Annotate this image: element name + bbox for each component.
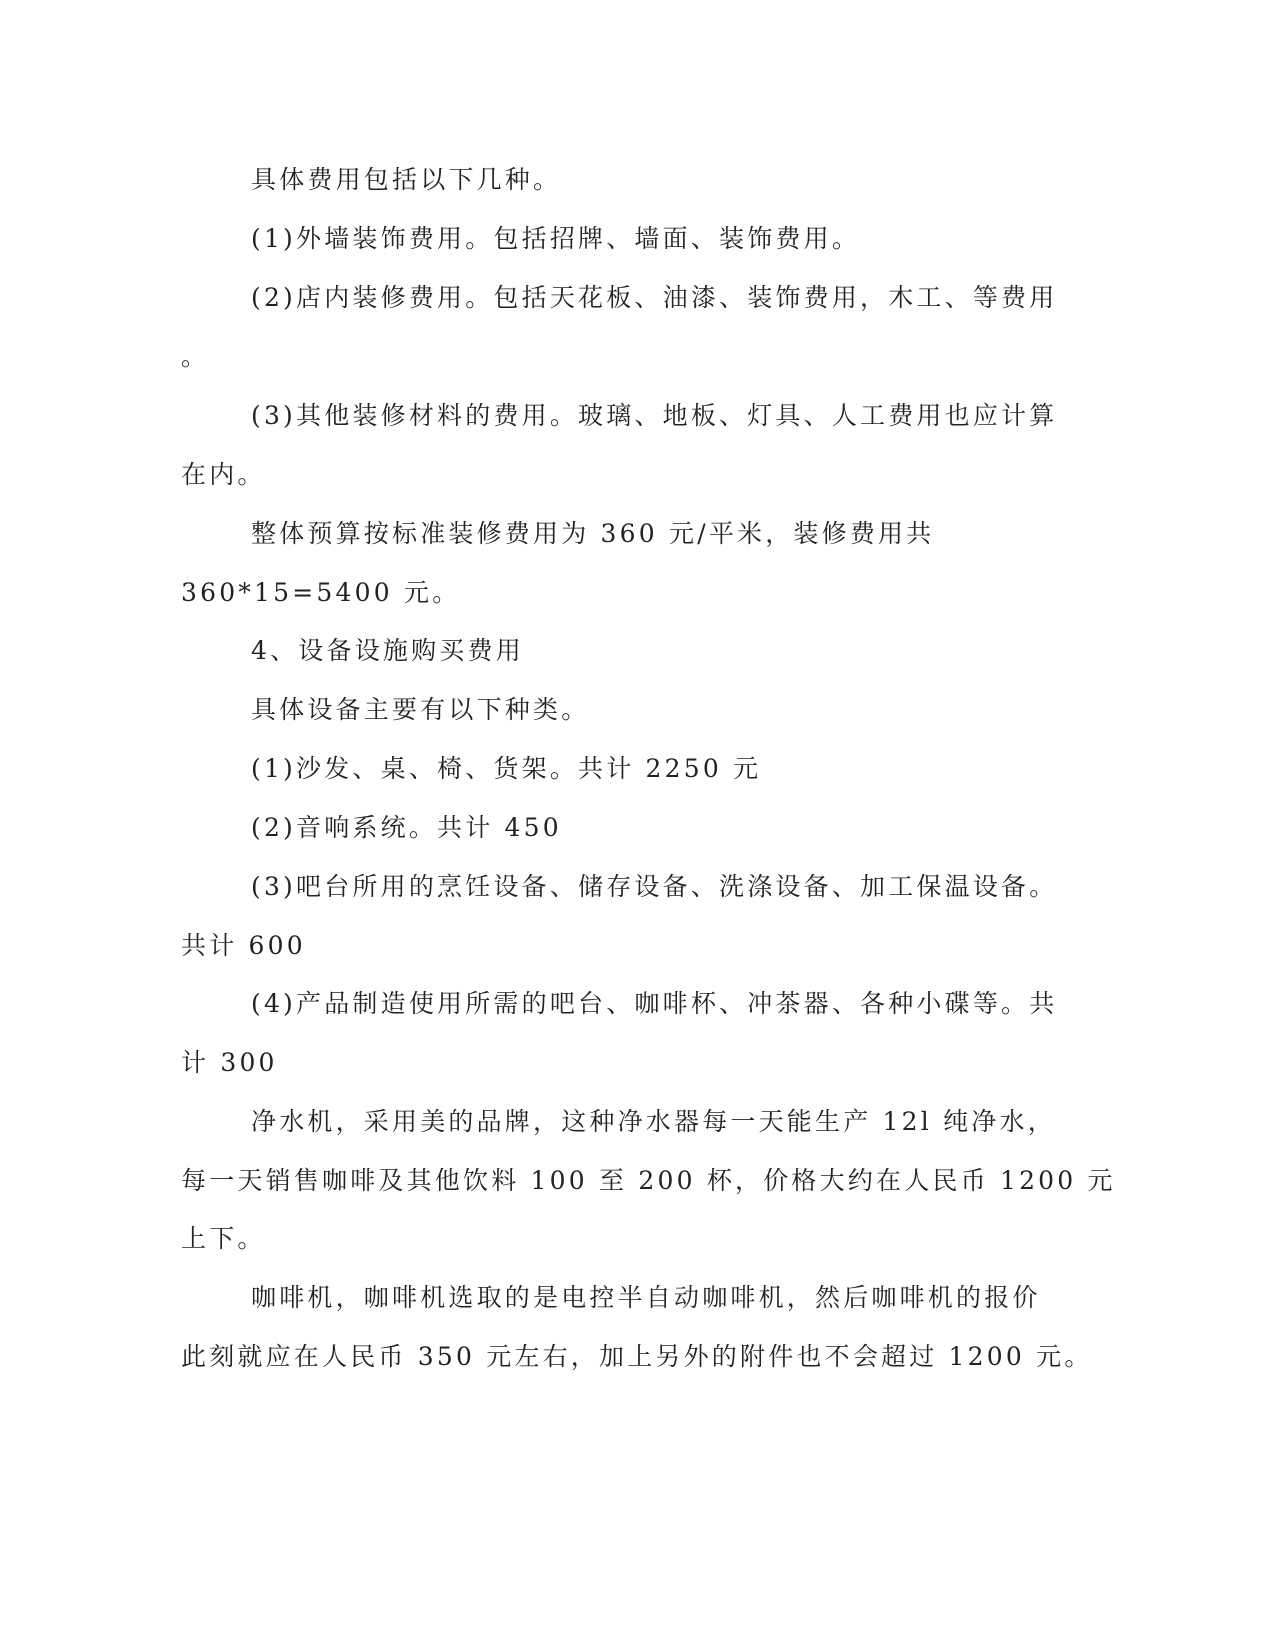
paragraph-line: 。 <box>181 342 210 371</box>
paragraph-line: (4)产品制造使用所需的吧台、咖啡杯、冲茶器、各种小碟等。共 <box>251 989 1058 1018</box>
paragraph-line: (1)外墙装饰费用。包括招牌、墙面、装饰费用。 <box>251 224 861 253</box>
paragraph-line: 此刻就应在人民币 350 元左右，加上另外的附件也不会超过 1200 元。 <box>181 1342 1093 1371</box>
paragraph-line: 共计 600 <box>181 931 306 960</box>
paragraph-line: 在内。 <box>181 460 266 489</box>
section-heading: 4、设备设施购买费用 <box>251 636 524 665</box>
paragraph-line: 净水机，采用美的品牌，这种净水器每一天能生产 12l 纯净水， <box>251 1107 1056 1136</box>
paragraph-line: 咖啡机，咖啡机选取的是电控半自动咖啡机，然后咖啡机的报价 <box>251 1283 1041 1312</box>
paragraph-line: (2)音响系统。共计 450 <box>251 813 562 842</box>
paragraph-line: 每一天销售咖啡及其他饮料 100 至 200 杯，价格大约在人民币 1200 元 <box>181 1166 1116 1195</box>
paragraph-line: 具体费用包括以下几种。 <box>251 165 562 194</box>
paragraph-line: 计 300 <box>181 1048 278 1077</box>
paragraph-line: (1)沙发、桌、椅、货架。共计 2250 元 <box>251 754 762 783</box>
paragraph-line: (3)吧台所用的烹饪设备、储存设备、洗涤设备、加工保温设备。 <box>251 872 1058 901</box>
paragraph-line: (2)店内装修费用。包括天花板、油漆、装饰费用，木工、等费用 <box>251 283 1058 312</box>
paragraph-line: 整体预算按标准装修费用为 360 元/平米，装修费用共 <box>251 519 935 548</box>
paragraph-line: 具体设备主要有以下种类。 <box>251 695 590 724</box>
paragraph-line: (3)其他装修材料的费用。玻璃、地板、灯具、人工费用也应计算 <box>251 401 1058 430</box>
paragraph-line: 360*15=5400 元。 <box>181 578 461 607</box>
paragraph-line: 上下。 <box>181 1224 266 1253</box>
